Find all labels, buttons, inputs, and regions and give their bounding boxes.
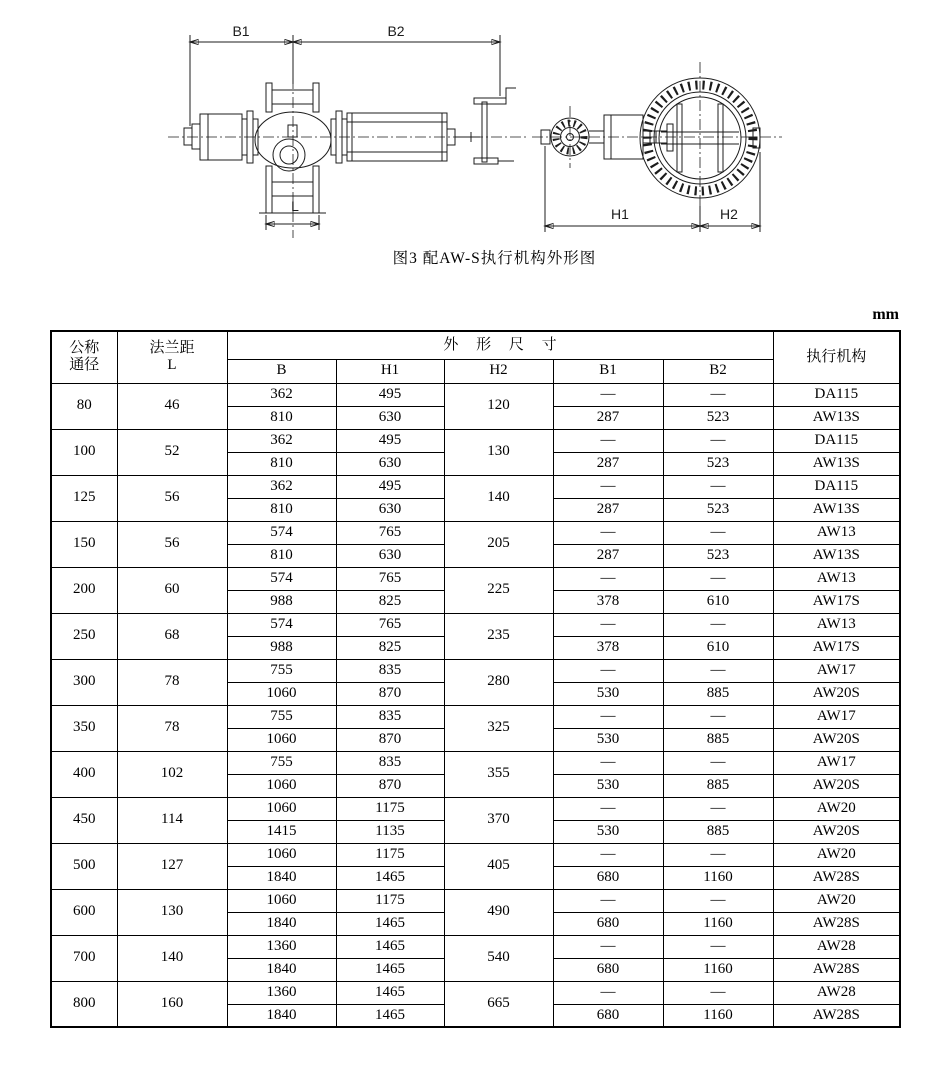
cell-b: 755	[227, 751, 336, 774]
cell-b2: 1160	[663, 866, 773, 889]
cell-b1: —	[553, 843, 663, 866]
cell-nominal-diameter: 800	[51, 981, 117, 1027]
table-row	[51, 521, 900, 544]
cell-b: 810	[227, 452, 336, 475]
cell-b1: —	[553, 521, 663, 544]
cell-actuator: AW28S	[773, 1004, 900, 1027]
cell-b1: 680	[553, 912, 663, 935]
header-nominal-diameter	[51, 331, 117, 383]
cell-nominal-diameter: 250	[51, 613, 117, 659]
cell-actuator: AW28	[773, 981, 900, 1004]
cell-actuator: AW17S	[773, 636, 900, 659]
cell-flange-distance: 160	[117, 981, 227, 1027]
cell-b1: 530	[553, 728, 663, 751]
cell-b2: 523	[663, 406, 773, 429]
cell-h1: 1175	[336, 843, 444, 866]
cell-b1: —	[553, 889, 663, 912]
cell-h1: 630	[336, 452, 444, 475]
cell-b2: —	[663, 981, 773, 1004]
cell-b1: 287	[553, 544, 663, 567]
cell-h1: 1465	[336, 935, 444, 958]
cell-actuator: AW13	[773, 567, 900, 590]
cell-h2: 130	[444, 429, 553, 475]
cell-b2: 523	[663, 452, 773, 475]
cell-nominal-diameter: 350	[51, 705, 117, 751]
cell-h2: 235	[444, 613, 553, 659]
cell-b: 755	[227, 659, 336, 682]
cell-h2: 370	[444, 797, 553, 843]
cell-actuator: AW17	[773, 659, 900, 682]
cell-b: 1840	[227, 958, 336, 981]
dim-label-h1: H1	[611, 206, 629, 222]
cell-b1: —	[553, 475, 663, 498]
table-row	[51, 843, 900, 866]
cell-h1: 1175	[336, 797, 444, 820]
cell-b: 1060	[227, 728, 336, 751]
cell-h1: 835	[336, 659, 444, 682]
cell-h1: 765	[336, 521, 444, 544]
dim-label-l: L	[291, 198, 299, 214]
table-row	[51, 383, 900, 406]
cell-actuator: AW28S	[773, 958, 900, 981]
header-actuator: 执行机构	[773, 331, 900, 383]
cell-b: 810	[227, 498, 336, 521]
cell-nominal-diameter: 600	[51, 889, 117, 935]
cell-actuator: AW28S	[773, 866, 900, 889]
cell-b: 574	[227, 567, 336, 590]
cell-b2: 1160	[663, 1004, 773, 1027]
cell-b2: —	[663, 613, 773, 636]
cell-flange-distance: 78	[117, 705, 227, 751]
dim-label-h2: H2	[720, 206, 738, 222]
cell-actuator: AW20	[773, 889, 900, 912]
header-flange-distance-line2: L	[167, 357, 177, 374]
cell-actuator: AW20	[773, 797, 900, 820]
cell-b2: 610	[663, 590, 773, 613]
cell-b2: 1160	[663, 912, 773, 935]
cell-actuator: AW13	[773, 613, 900, 636]
cell-flange-distance: 140	[117, 935, 227, 981]
cell-actuator: DA115	[773, 429, 900, 452]
table-row	[51, 659, 900, 682]
cell-b: 1360	[227, 935, 336, 958]
header-col-h1: H1	[336, 359, 444, 383]
cell-h1: 630	[336, 544, 444, 567]
dimension-l	[266, 198, 319, 230]
cell-actuator: AW13S	[773, 406, 900, 429]
cell-flange-distance: 68	[117, 613, 227, 659]
cell-b2: 885	[663, 774, 773, 797]
cell-b2: 523	[663, 498, 773, 521]
cell-b1: 378	[553, 636, 663, 659]
cell-b2: —	[663, 797, 773, 820]
cell-b: 755	[227, 705, 336, 728]
cell-h2: 120	[444, 383, 553, 429]
cell-h1: 870	[336, 728, 444, 751]
cell-flange-distance: 56	[117, 521, 227, 567]
cell-h1: 835	[336, 705, 444, 728]
cell-nominal-diameter: 700	[51, 935, 117, 981]
header-flange-distance	[117, 331, 227, 383]
cell-h1: 765	[336, 567, 444, 590]
cell-nominal-diameter: 125	[51, 475, 117, 521]
cell-b2: —	[663, 935, 773, 958]
table-header-row-1	[51, 331, 900, 359]
cell-h1: 825	[336, 636, 444, 659]
cell-b: 810	[227, 406, 336, 429]
cell-h2: 540	[444, 935, 553, 981]
cell-h2: 280	[444, 659, 553, 705]
cell-b1: —	[553, 935, 663, 958]
cell-b2: 610	[663, 636, 773, 659]
cell-actuator: DA115	[773, 475, 900, 498]
dimensions-table	[50, 330, 901, 1028]
cell-h1: 1465	[336, 912, 444, 935]
table-row	[51, 475, 900, 498]
cell-b: 1060	[227, 889, 336, 912]
cell-h1: 1175	[336, 889, 444, 912]
cell-nominal-diameter: 100	[51, 429, 117, 475]
cell-actuator: AW28	[773, 935, 900, 958]
cell-flange-distance: 78	[117, 659, 227, 705]
cell-b2: 523	[663, 544, 773, 567]
cell-b: 1840	[227, 912, 336, 935]
table-row	[51, 613, 900, 636]
cell-b2: —	[663, 383, 773, 406]
cell-flange-distance: 127	[117, 843, 227, 889]
cell-b1: 680	[553, 958, 663, 981]
cell-h1: 630	[336, 406, 444, 429]
cell-b2: 885	[663, 728, 773, 751]
cell-b1: —	[553, 751, 663, 774]
cell-flange-distance: 60	[117, 567, 227, 613]
cell-b: 988	[227, 590, 336, 613]
cell-b1: 530	[553, 682, 663, 705]
cell-h1: 1465	[336, 1004, 444, 1027]
cell-b: 1060	[227, 843, 336, 866]
cell-b2: 885	[663, 682, 773, 705]
cell-h1: 825	[336, 590, 444, 613]
cell-actuator: AW13S	[773, 498, 900, 521]
cell-b: 1840	[227, 866, 336, 889]
table-row	[51, 567, 900, 590]
cell-nominal-diameter: 450	[51, 797, 117, 843]
cell-actuator: AW20S	[773, 682, 900, 705]
cell-actuator: AW13S	[773, 544, 900, 567]
cell-actuator: AW13	[773, 521, 900, 544]
cell-h2: 490	[444, 889, 553, 935]
cell-b: 810	[227, 544, 336, 567]
cell-flange-distance: 46	[117, 383, 227, 429]
cell-b: 362	[227, 475, 336, 498]
cell-h1: 1465	[336, 981, 444, 1004]
cell-h2: 665	[444, 981, 553, 1027]
cell-b1: 530	[553, 820, 663, 843]
header-col-b2: B2	[663, 359, 773, 383]
cell-h1: 495	[336, 383, 444, 406]
cell-b: 988	[227, 636, 336, 659]
side-view	[168, 23, 528, 238]
cell-flange-distance: 52	[117, 429, 227, 475]
cell-actuator: AW13S	[773, 452, 900, 475]
cell-h1: 1135	[336, 820, 444, 843]
cell-nominal-diameter: 80	[51, 383, 117, 429]
cell-h1: 765	[336, 613, 444, 636]
cell-b1: 680	[553, 866, 663, 889]
cell-h2: 325	[444, 705, 553, 751]
cell-actuator: AW20S	[773, 820, 900, 843]
cell-nominal-diameter: 500	[51, 843, 117, 889]
table-row	[51, 797, 900, 820]
cell-b1: —	[553, 797, 663, 820]
cell-b: 574	[227, 613, 336, 636]
cell-h2: 205	[444, 521, 553, 567]
cell-h2: 355	[444, 751, 553, 797]
cell-h1: 495	[336, 429, 444, 452]
header-nominal-diameter-line1: 公称	[69, 340, 100, 356]
cell-actuator: AW20	[773, 843, 900, 866]
cell-b1: —	[553, 429, 663, 452]
cell-h1: 870	[336, 774, 444, 797]
cell-nominal-diameter: 200	[51, 567, 117, 613]
cell-actuator: AW28S	[773, 912, 900, 935]
cell-b2: —	[663, 889, 773, 912]
cell-actuator: AW17	[773, 751, 900, 774]
cell-b1: 287	[553, 498, 663, 521]
cell-h1: 630	[336, 498, 444, 521]
cell-actuator: AW17	[773, 705, 900, 728]
cell-b2: —	[663, 659, 773, 682]
top-flange-neck	[266, 83, 319, 112]
cell-b1: 287	[553, 452, 663, 475]
cell-h1: 495	[336, 475, 444, 498]
cell-actuator: DA115	[773, 383, 900, 406]
cell-actuator: AW17S	[773, 590, 900, 613]
header-nominal-diameter-line2: 通径	[69, 357, 100, 374]
cell-h1: 870	[336, 682, 444, 705]
cell-b: 1415	[227, 820, 336, 843]
cell-b1: 287	[553, 406, 663, 429]
cell-b2: —	[663, 843, 773, 866]
cell-b: 362	[227, 429, 336, 452]
cell-b2: —	[663, 475, 773, 498]
cell-b1: —	[553, 981, 663, 1004]
cell-b1: —	[553, 659, 663, 682]
cell-b1: 378	[553, 590, 663, 613]
header-flange-distance-line1: 法兰距	[149, 340, 195, 356]
units-label: mm	[872, 306, 899, 323]
dim-label-b2: B2	[387, 23, 405, 39]
table-row	[51, 889, 900, 912]
cell-b2: 1160	[663, 958, 773, 981]
header-col-b: B	[227, 359, 336, 383]
cell-b1: —	[553, 567, 663, 590]
cell-flange-distance: 56	[117, 475, 227, 521]
header-col-h2: H2	[444, 359, 553, 383]
dim-label-b1: B1	[232, 23, 250, 39]
table-row	[51, 981, 900, 1004]
cell-b: 1060	[227, 682, 336, 705]
cell-b1: 680	[553, 1004, 663, 1027]
front-view	[532, 62, 782, 232]
cell-b: 1060	[227, 797, 336, 820]
cell-b2: —	[663, 567, 773, 590]
cell-actuator: AW20S	[773, 728, 900, 751]
table-row	[51, 705, 900, 728]
cell-b: 1060	[227, 774, 336, 797]
cell-flange-distance: 102	[117, 751, 227, 797]
table-row	[51, 429, 900, 452]
header-col-b1: B1	[553, 359, 663, 383]
cell-b2: —	[663, 751, 773, 774]
cell-b1: —	[553, 613, 663, 636]
cell-nominal-diameter: 400	[51, 751, 117, 797]
dimension-b1-b2	[190, 23, 500, 126]
cell-nominal-diameter: 300	[51, 659, 117, 705]
cell-b1: 530	[553, 774, 663, 797]
cell-b: 574	[227, 521, 336, 544]
cell-b: 362	[227, 383, 336, 406]
cell-actuator: AW20S	[773, 774, 900, 797]
cell-flange-distance: 130	[117, 889, 227, 935]
figure-caption: 图3 配AW-S执行机构外形图	[392, 250, 597, 267]
cell-h2: 140	[444, 475, 553, 521]
cell-b: 1360	[227, 981, 336, 1004]
cell-b: 1840	[227, 1004, 336, 1027]
end-bracket	[474, 88, 516, 164]
cell-b2: —	[663, 705, 773, 728]
cell-b2: 885	[663, 820, 773, 843]
table-row	[51, 935, 900, 958]
cell-h1: 835	[336, 751, 444, 774]
table-row	[51, 751, 900, 774]
cell-b2: —	[663, 429, 773, 452]
cell-nominal-diameter: 150	[51, 521, 117, 567]
cell-h1: 1465	[336, 866, 444, 889]
cell-b1: —	[553, 383, 663, 406]
cell-h1: 1465	[336, 958, 444, 981]
header-overall-dimensions: 外 形 尺 寸	[227, 331, 773, 359]
cell-h2: 225	[444, 567, 553, 613]
cell-b1: —	[553, 705, 663, 728]
cell-flange-distance: 114	[117, 797, 227, 843]
cell-b2: —	[663, 521, 773, 544]
cell-h2: 405	[444, 843, 553, 889]
